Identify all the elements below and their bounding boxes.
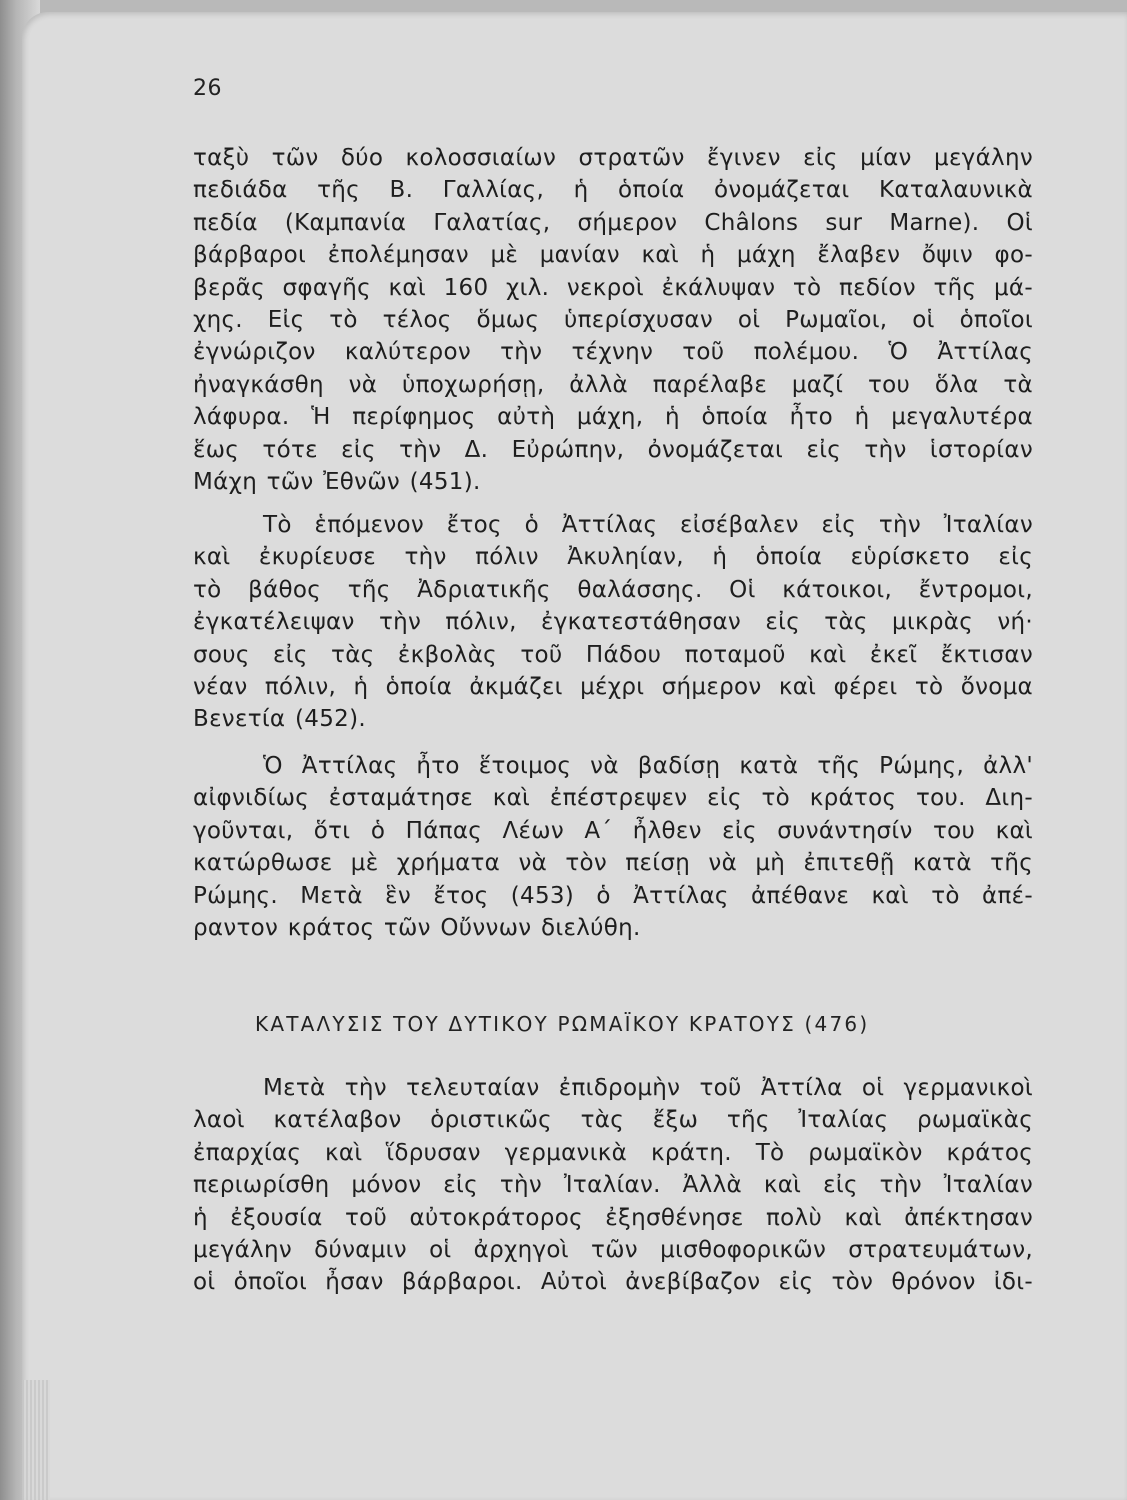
text-line: τὸ βάθος τῆς Ἀδριατικῆς θαλάσσης. Οἱ κάτοικοι, ἔντρομοι, (193, 576, 1033, 603)
text-line: λαοὶ κατέλαβον ὁριστικῶς τὰς ἔξω τῆς Ἰταλίας ρωμαϊκὰς (193, 1107, 1033, 1134)
text-line: αἰφνιδίως ἐσταμάτησε καὶ ἐπέστρεψεν εἰς τὸ κράτος του. Διη- (193, 785, 1033, 812)
paragraph-1 (193, 142, 1033, 498)
text-line: χης. Εἰς τὸ τέλος ὅμως ὑπερίσχυσαν οἱ Ρωμαῖοι, οἱ ὁποῖοι (193, 307, 1033, 334)
paragraph-2 (193, 509, 1033, 736)
text-line: βάρβαροι ἐπολέμησαν μὲ μανίαν καὶ ἡ μάχη ἔλαβεν ὄψιν φο- (193, 242, 1033, 269)
text-line: μεγάλην δύναμιν οἱ ἀρχηγοὶ τῶν μισθοφορικῶν στρατευμάτων, (193, 1237, 1033, 1264)
text-line: νέαν πόλιν, ἡ ὁποία ἀκμάζει μέχρι σήμερον καὶ φέρει τὸ ὄνομα (193, 674, 1033, 701)
text-line: λάφυρα. Ἡ περίφημος αὐτὴ μάχη, ἡ ὁποία ἦτο ἡ μεγαλυτέρα (193, 404, 1033, 431)
text-line: ἐπαρχίας καὶ ἵδρυσαν γερμανικὰ κράτη. Τὸ ρωμαϊκὸν κράτος (193, 1139, 1033, 1166)
text-line: γοῦνται, ὅτι ὁ Πάπας Λέων Α΄ ἦλθεν εἰς συνάντησίν του καὶ (193, 817, 1033, 844)
section-paragraph (193, 1072, 1033, 1299)
text-line: πεδιάδα τῆς Β. Γαλλίας, ἡ ὁποία ὀνομάζεται Καταλαυνικὰ (193, 177, 1033, 204)
paragraph-3 (193, 750, 1033, 944)
text-line: Ὁ Ἀττίλας ἦτο ἕτοιμος νὰ βαδίσῃ κατὰ τῆς Ρώμης, ἀλλ' (263, 753, 1033, 779)
text-line: σους εἰς τὰς ἐκβολὰς τοῦ Πάδου ποταμοῦ καὶ ἐκεῖ ἔκτισαν (193, 641, 1033, 668)
text-line: περιωρίσθη μόνον εἰς τὴν Ἰταλίαν. Ἀλλὰ καὶ εἰς τὴν Ἰταλίαν (193, 1172, 1033, 1199)
text-line: Τὸ ἑπόμενον ἔτος ὁ Ἀττίλας εἰσέβαλεν εἰς τὴν Ἰταλίαν (263, 512, 1033, 538)
text-line: κατώρθωσε μὲ χρήματα νὰ τὸν πείσῃ νὰ μὴ ἐπιτεθῇ κατὰ τῆς (193, 850, 1033, 877)
page-number: 26 (193, 76, 222, 101)
section-heading: ΚΑΤΑΛΥΣΙΣ ΤΟΥ ΔΥΤΙΚΟΥ ΡΩΜΑΪΚΟΥ ΚΡΑΤΟΥΣ (476) (255, 1012, 870, 1036)
page-edge-stack (22, 1380, 50, 1500)
text-line: οἱ ὁποῖοι ἦσαν βάρβαροι. Αὐτοὶ ἀνεβίβαζον εἰς τὸν θρόνον ἰδι- (193, 1269, 1033, 1296)
text-line: Μετὰ τὴν τελευταίαν ἐπιδρομὴν τοῦ Ἀττίλα οἱ γερμανικοὶ (263, 1075, 1033, 1101)
text-line: ἐγνώριζον καλύτερον τὴν τέχνην τοῦ πολέμου. Ὁ Ἀττίλας (193, 339, 1033, 366)
text-line: ἕως τότε εἰς τὴν Δ. Εὐρώπην, ὀνομάζεται εἰς τὴν ἱστορίαν (193, 436, 1033, 463)
text-line: ἡ ἐξουσία τοῦ αὐτοκράτορος ἐξησθένησε πολὺ καὶ ἀπέκτησαν (193, 1204, 1033, 1231)
text-line: ἠναγκάσθη νὰ ὑποχωρήσῃ, ἀλλὰ παρέλαβε μαζί του ὅλα τὰ (193, 371, 1033, 398)
text-line: βερᾶς σφαγῆς καὶ 160 χιλ. νεκροὶ ἐκάλυψαν τὸ πεδίον τῆς μά- (193, 274, 1033, 301)
text-line: Ρώμης. Μετὰ ἓν ἔτος (453) ὁ Ἀττίλας ἀπέθανε καὶ τὸ ἀπέ- (193, 882, 1033, 909)
text-line: Βενετία (452). (193, 706, 366, 733)
text-line: πεδία (Καμπανία Γαλατίας, σήμερον Châlons sur Marne). Οἱ (193, 209, 1033, 236)
text-line: ταξὺ τῶν δύο κολοσσιαίων στρατῶν ἔγινεν εἰς μίαν μεγάλην (193, 145, 1033, 171)
text-line: καὶ ἐκυρίευσε τὴν πόλιν Ἀκυληίαν, ἡ ὁποία εὑρίσκετο εἰς (193, 544, 1033, 571)
text-line: Μάχη τῶν Ἐθνῶν (451). (193, 469, 481, 496)
text-line: ἐγκατέλειψαν τὴν πόλιν, ἐγκατεστάθησαν εἰς τὰς μικρὰς νή· (193, 609, 1033, 636)
text-line: ραντον κράτος τῶν Οὔννων διελύθη. (193, 915, 641, 942)
